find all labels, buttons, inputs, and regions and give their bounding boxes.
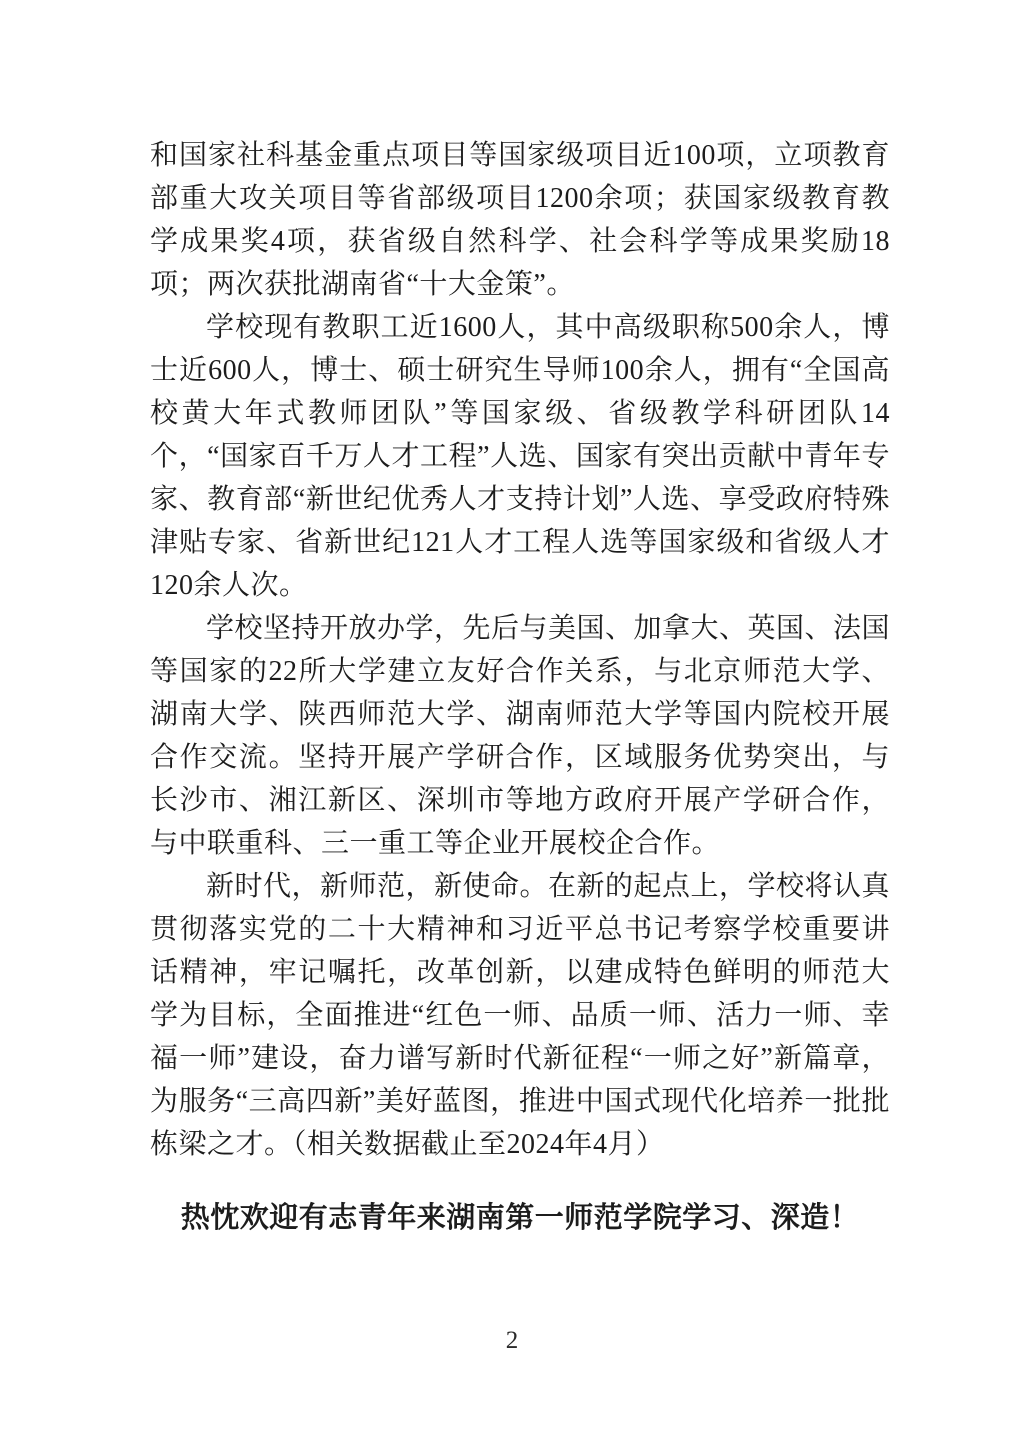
document-body (150, 134, 890, 1240)
page-number: 2 (505, 1327, 519, 1354)
closing-welcome-line: 热忱欢迎有志青年来湖南第一师范学院学习、深造！ (180, 1202, 860, 1234)
paragraph-projects-awards: 和国家社科基金重点项目等国家级项目近100项，立项教育部重大攻关项目等省部级项目1200余项；获国家级教育教学成果奖4项，获省级自然科学、社会科学等成果奖励18项；两次获批湖南省“十大金策”。 (150, 140, 890, 300)
paragraph-new-era: 新时代，新师范，新使命。在新的起点上，学校将认真贯彻落实党的二十大精神和习近平总书记考察学校重要讲话精神，牢记嘱托，改革创新，以建成特色鲜明的师范大学为目标，全面推进“红色一师、品质一师、活力一师、幸福一师”建设，奋力谱写新时代新征程“一师之好”新篇章，为服务“三高四新”美好蓝图，推进中国式现代化培养一批批栋梁之才。（相关数据截止至2024年4月） (150, 871, 891, 1160)
paragraph-cooperation: 学校坚持开放办学，先后与美国、加拿大、英国、法国等国家的22所大学建立友好合作关系，与北京师范大学、湖南大学、陕西师范大学、湖南师范大学等国内院校开展合作交流。坚持开展产学研合作，区域服务优势突出，与长沙市、湘江新区、深圳市等地方政府开展产学研合作，与中联重科、三一重工等企业开展校企合作。 (150, 613, 891, 859)
paragraph-faculty: 学校现有教职工近1600人，其中高级职称500余人，博士近600人，博士、硕士研究生导师100余人，拥有“全国高校黄大年式教师团队”等国家级、省级教学科研团队14个，“国家百千万人才工程”人选、国家有突出贡献中青年专家、教育部“新世纪优秀人才支持计划”人选、享受政府特殊津贴专家、省新世纪121人才工程人选等国家级和省级人才120余人次。 (150, 312, 890, 601)
